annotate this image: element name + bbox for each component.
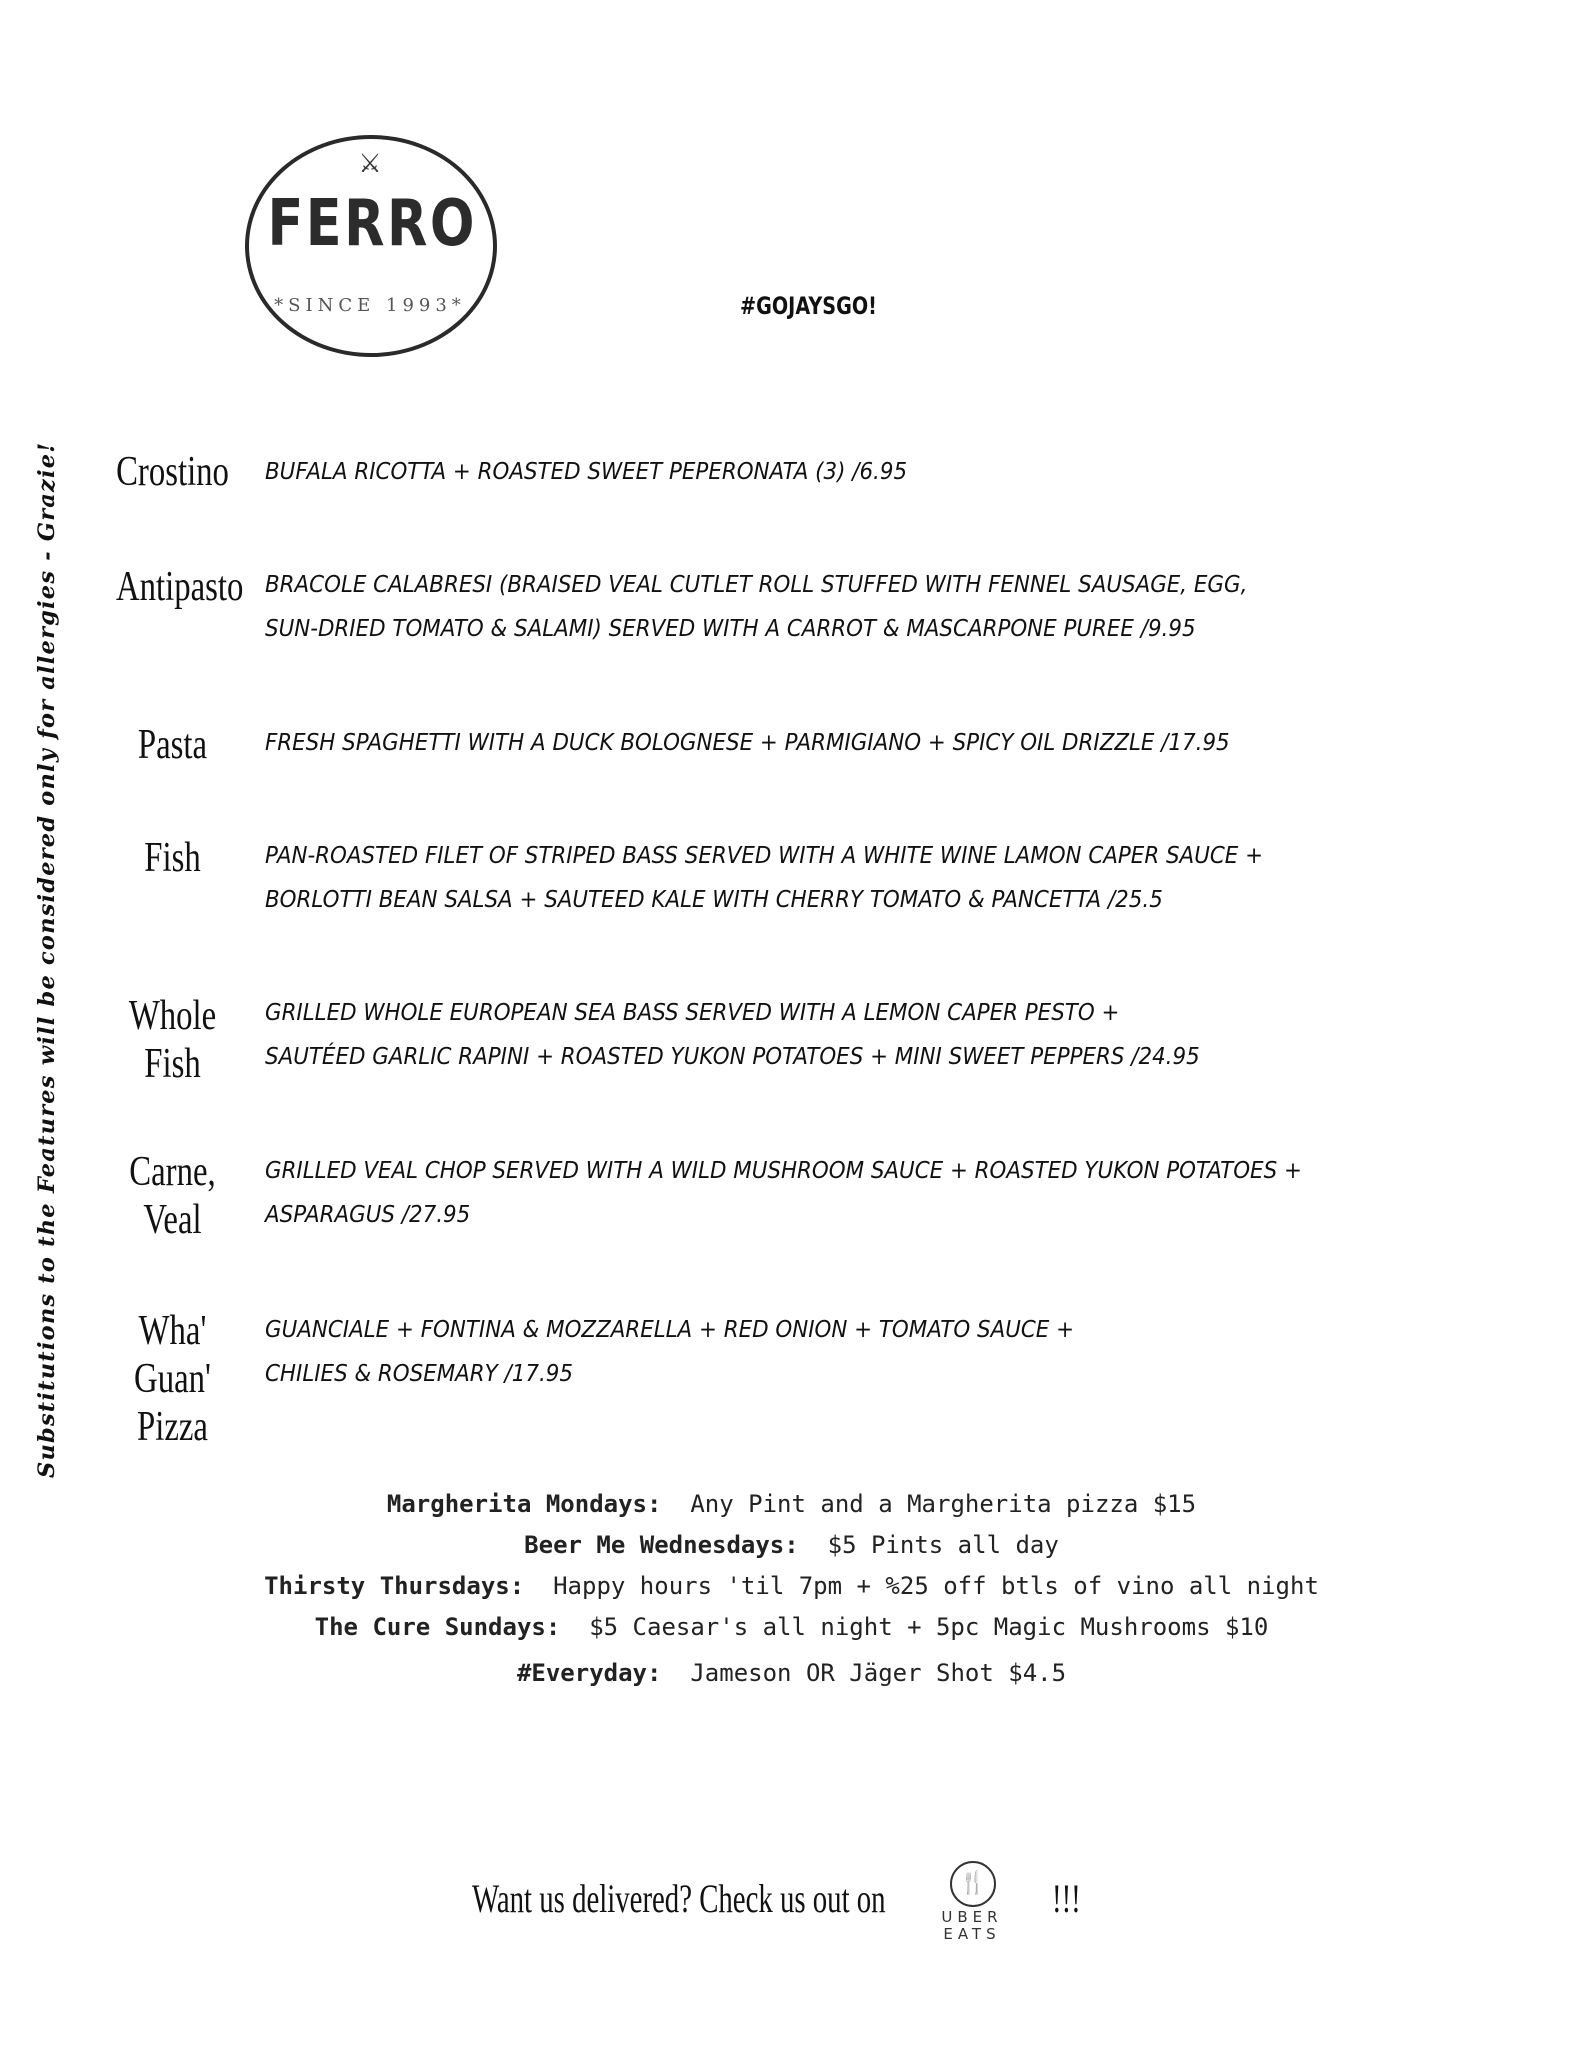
dish-whole-fish	[265, 991, 1465, 1079]
special-day: Margherita Mondays:	[386, 1490, 662, 1518]
special-day: #Everyday:	[516, 1659, 662, 1687]
dish-line: PAN-ROASTED FILET OF STRIPED BASS SERVED WITH A WHITE WINE LAMON CAPER SAUCE +	[265, 843, 1264, 869]
dish-fish	[265, 834, 1465, 922]
weekly-specials	[0, 1484, 1583, 1694]
special-text: Any Pint and a Margherita pizza $15	[690, 1490, 1197, 1518]
category-line: Veal	[143, 1197, 202, 1243]
category-pasta: Pasta	[137, 722, 208, 768]
dish-line: GUANCIALE + FONTINA & MOZZARELLA + RED ONION + TOMATO SAUCE +	[265, 1317, 1075, 1343]
dish-line: SUN-DRIED TOMATO & SALAMI) SERVED WITH A CARROT & MASCARPONE PUREE /9.95	[265, 616, 1196, 642]
special-day: Thirsty Thursdays:	[264, 1572, 525, 1600]
dish-crostino	[265, 450, 1465, 494]
dish-line: GRILLED WHOLE EUROPEAN SEA BASS SERVED WITH A LEMON CAPER PESTO +	[265, 1000, 1120, 1026]
dish-line: BORLOTTI BEAN SALSA + SAUTEED KALE WITH CHERRY TOMATO & PANCETTA /25.5	[265, 887, 1163, 913]
dish-carne-veal	[265, 1149, 1465, 1237]
dish-pizza	[265, 1308, 1465, 1396]
uber-eats-utensils-icon[interactable]: 🍴	[950, 1861, 996, 1907]
exclamation: !!!	[1052, 1876, 1081, 1921]
delivery-banner	[472, 1855, 1092, 1955]
dish-pasta	[265, 721, 1465, 765]
category-line: Wha' Guan'	[134, 1308, 211, 1402]
dish-line: ASPARAGUS /27.95	[265, 1202, 471, 1228]
ferro-logo	[245, 135, 495, 355]
dish-line: CHILIES & ROSEMARY /17.95	[265, 1361, 573, 1387]
logo-name: FERRO	[267, 187, 477, 261]
special-text: Happy hours 'til 7pm + %25 off btls of vino all night	[553, 1572, 1319, 1600]
delivery-text: Want us delivered? Check us out on	[472, 1876, 886, 1921]
special-everyday	[0, 1653, 1583, 1694]
special-day: Beer Me Wednesdays:	[524, 1531, 799, 1559]
hashtag: #GOJAYSGO!	[740, 292, 877, 320]
logo-since: *SINCE 1993*	[274, 295, 466, 316]
fork-knife-icon: ⚔	[358, 149, 382, 179]
dish-line: BUFALA RICOTTA + ROASTED SWEET PEPERONATA (3) /6.95	[265, 459, 908, 485]
uber-eats-line: UBER	[941, 1908, 1003, 1926]
category-antipasto: Antipasto	[115, 564, 244, 610]
special-thursday	[0, 1566, 1583, 1607]
special-text: $5 Caesar's all night + 5pc Magic Mushrooms $10	[589, 1613, 1269, 1641]
dish-line: FRESH SPAGHETTI WITH A DUCK BOLOGNESE + PARMIGIANO + SPICY OIL DRIZZLE /17.95	[265, 730, 1230, 756]
special-sunday	[0, 1607, 1583, 1648]
dish-line: SAUTÉED GARLIC RAPINI + ROASTED YUKON POTATOES + MINI SWEET PEPPERS /24.95	[265, 1044, 1200, 1070]
allergy-note: Substitutions to the Features will be considered only for allergies - Grazie!	[34, 441, 60, 1478]
dish-antipasto	[265, 563, 1465, 651]
special-text: $5 Pints all day	[827, 1531, 1059, 1559]
category-carne-veal	[116, 1148, 229, 1244]
uber-eats-line: EATS	[943, 1925, 1001, 1943]
category-fish: Fish	[144, 835, 201, 881]
category-crostino: Crostino	[116, 449, 229, 495]
special-monday	[0, 1484, 1583, 1525]
special-day: The Cure Sundays:	[314, 1613, 561, 1641]
category-whole-fish: Whole Fish	[128, 993, 217, 1087]
category-line: Carne,	[129, 1149, 216, 1195]
uber-eats-logo[interactable]	[932, 1909, 1012, 1943]
special-text: Jameson OR Jäger Shot $4.5	[690, 1659, 1067, 1687]
special-wednesday	[0, 1525, 1583, 1566]
category-line: Pizza	[137, 1404, 208, 1450]
dish-line: GRILLED VEAL CHOP SERVED WITH A WILD MUSHROOM SAUCE + ROASTED YUKON POTATOES +	[265, 1158, 1302, 1184]
category-pizza	[116, 1307, 229, 1451]
dish-line: BRACOLE CALABRESI (BRAISED VEAL CUTLET ROLL STUFFED WITH FENNEL SAUSAGE, EGG,	[265, 572, 1248, 598]
